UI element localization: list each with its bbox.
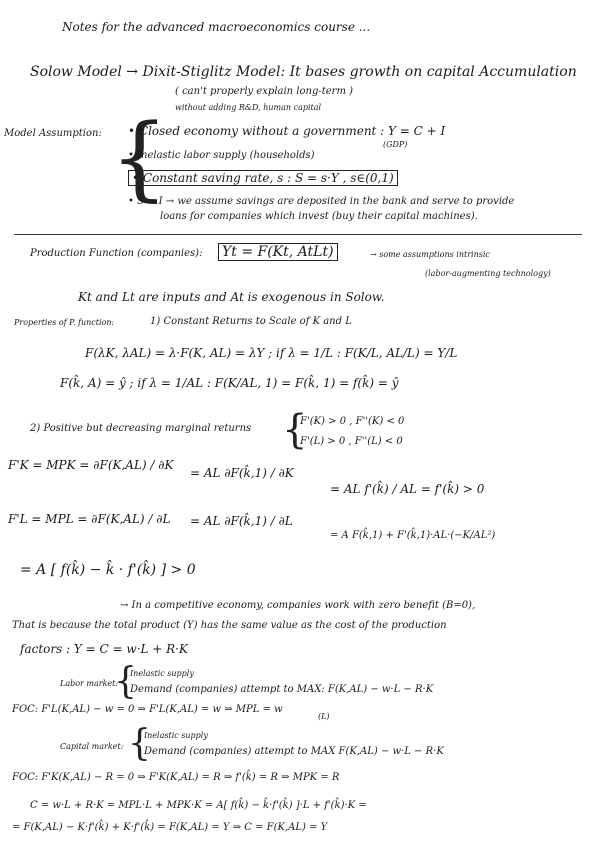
production-note-2: (labor-augmenting technology) <box>425 269 551 278</box>
gdp-note: (GDP) <box>383 140 408 149</box>
assumption-item: • Constant saving rate, s : S = s·Y , s∈(0,1) <box>128 170 398 186</box>
labor-foc-tag: (L) <box>318 712 330 721</box>
condition-1: F'(K) > 0 , F''(K) < 0 <box>300 416 405 427</box>
assumption-item: loans for companies which invest (buy their capital machines). <box>160 211 478 222</box>
capital-demand: Demand (companies) attempt to MAX F(K,AL) − w·L − R·K <box>144 746 444 757</box>
production-formula: Yt = F(Kt, AtLt) <box>218 243 338 261</box>
capital-supply: Inelastic supply <box>144 731 208 740</box>
mpk-lhs: F'K = MPK = ∂F(K,AL) / ∂K <box>8 458 174 472</box>
competitive-line-1: → In a competitive economy, companies work with zero benefit (B=0), <box>120 600 476 611</box>
labor-brace: { <box>114 661 137 702</box>
production-line-2: Kt and Lt are inputs and At is exogenous in Solow. <box>78 290 385 304</box>
crs-equation-1: F(λK, λAL) = λ·F(K, AL) = λY ; if λ = 1/L : F(K/L, AL/L) = Y/L <box>85 346 458 360</box>
mpl-mid: = AL ∂F(k̂,1) / ∂L <box>190 514 293 528</box>
competitive-line-2: That is because the total product (Y) has the same value as the cost of the production <box>12 620 447 631</box>
labor-foc: FOC: F'L(K,AL) − w = 0 ⇒ F'L(K,AL) = w ⇒ MPL = w <box>12 704 283 715</box>
labor-demand: Demand (companies) attempt to MAX: F(K,AL) − w·L − R·K <box>130 684 434 695</box>
assumption-brace: { <box>110 104 169 211</box>
assumption-item: • S = I → we assume savings are deposited in the bank and serve to provide <box>128 196 515 207</box>
assumption-label: Model Assumption: <box>4 128 102 139</box>
mpk-mid: = AL ∂F(k̂,1) / ∂K <box>190 466 294 480</box>
condition-2: F'(L) > 0 , F''(L) < 0 <box>300 436 403 447</box>
crs-equation-2: F(k̂, A) = ŷ ; if λ = 1/AL : F(K/AL, 1) = F(k̂, 1) = f(k̂) = ŷ <box>60 376 399 390</box>
final-equation-1: C = w·L + R·K = MPL·L + MPK·K = A[ f(k̂) − k̂·f'(k̂) ]·L + f'(k̂)·K = <box>30 800 367 811</box>
final-equation-2: = F(K,AL) − K·f'(k̂) + K·f'(k̂) = F(K,AL) = Y ⇒ C = F(K,AL) = Y <box>12 822 328 833</box>
capital-brace: { <box>128 723 151 764</box>
mpl-lhs: F'L = MPL = ∂F(K,AL) / ∂L <box>8 512 171 526</box>
solow-subnote-2: without adding R&D, human capital <box>175 103 322 112</box>
section-divider <box>14 234 582 235</box>
competitive-line-3: factors : Y = C = w·L + R·K <box>20 642 188 656</box>
mpk-rhs: = AL f'(k̂) / AL = f'(k̂) > 0 <box>330 482 485 496</box>
mpl-rhs: = A F(k̂,1) + F'(k̂,1)·AL·(−K/AL²) <box>330 530 496 541</box>
page-header: Notes for the advanced macroeconomics course ... <box>62 20 371 34</box>
capital-market-label: Capital market: <box>60 742 124 751</box>
assumption-item: • Inelastic labor supply (households) <box>128 150 315 161</box>
assumption-item: • Closed economy without a government : Y = C + I <box>128 124 446 138</box>
solow-title: Solow Model → Dixit-Stiglitz Model: It bases growth on capital Accumulation <box>30 64 577 80</box>
capital-foc: FOC: F'K(K,AL) − R = 0 ⇒ F'K(K,AL) = R ⇒ f'(k̂) = R ⇒ MPK = R <box>12 772 340 783</box>
properties-label: Properties of P. function: <box>14 318 115 327</box>
solow-subnote-1: ( can't properly explain long-term ) <box>175 86 354 97</box>
mpl-final: = A [ f(k̂) − k̂ · f'(k̂) ] > 0 <box>20 562 196 578</box>
property-1: 1) Constant Returns to Scale of K and L <box>150 316 352 327</box>
production-note-1: → some assumptions intrinsic <box>370 250 490 259</box>
production-label: Production Function (companies): <box>30 248 203 259</box>
labor-market-label: Labor market: <box>60 679 119 688</box>
labor-supply: Inelastic supply <box>130 669 194 678</box>
property-2: 2) Positive but decreasing marginal returns <box>30 423 252 434</box>
condition-brace: { <box>282 407 308 453</box>
